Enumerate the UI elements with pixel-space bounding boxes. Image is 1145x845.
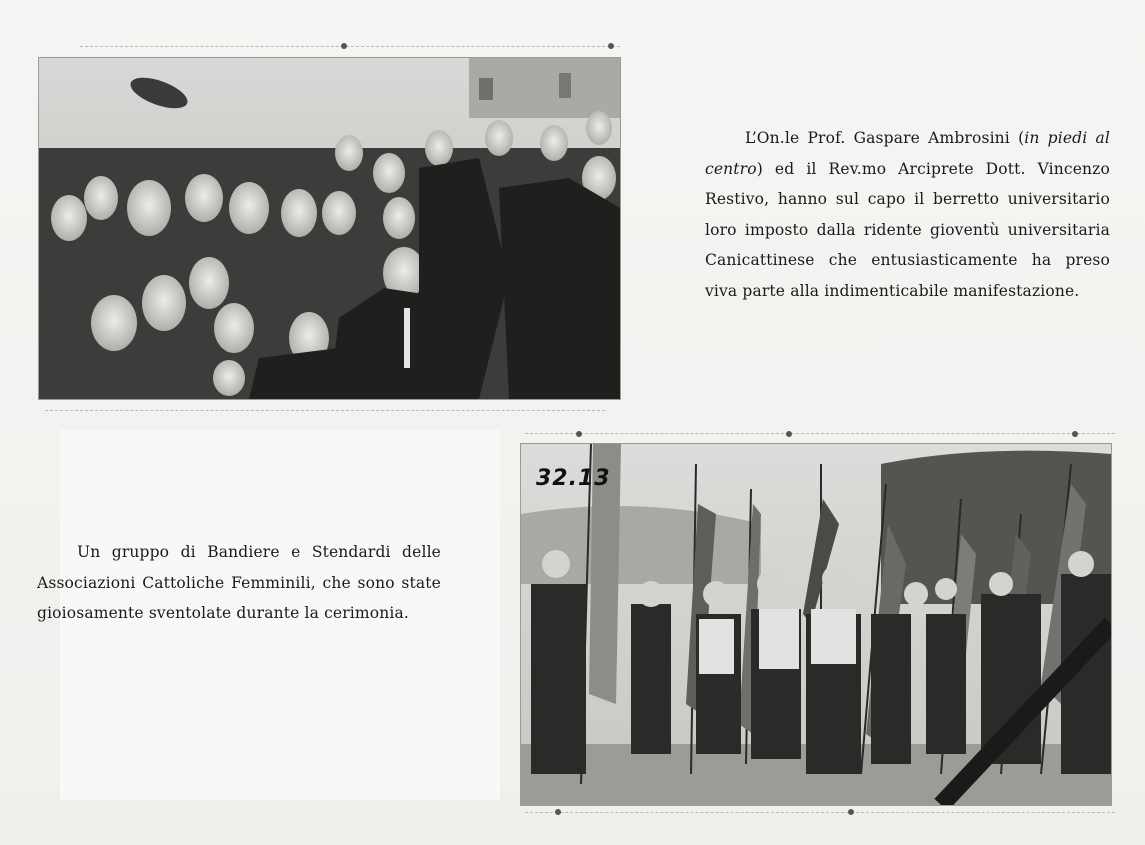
top-rule [80,46,620,47]
crowd-photo [38,57,621,400]
crowd-photo-caption [705,123,1110,306]
pin [576,431,582,437]
flags-photo [520,443,1112,806]
pin [1072,431,1078,437]
bottom-photo-bottom-rule [525,812,1115,813]
flags-photo-caption [37,537,441,629]
flags-caption-text: Un gruppo di Bandiere e Stendardi delle Associazioni Cattoliche Femminili, che sono state gioiosamente sventolate durante la cerimonia. [37,543,441,622]
bottom-photo-top-rule [525,433,1115,434]
pin [608,43,614,49]
pin [848,809,854,815]
pin [341,43,347,49]
pin [555,809,561,815]
handwritten-photo-number: 32.13 [536,466,611,491]
crowd-caption-text: L’On.le Prof. Gaspare Ambrosini (in piedi al centro) ed il Rev.mo Arciprete Dott. Vincenzo Restivo, hanno sul capo il berretto universitario loro imposto dalla ridente gioventù universitaria Canicattinese che entusiasticamente ha preso viva parte alla indimenticabile manifestazione. [705,129,1111,300]
caption-italic-note: in piedi al centro [705,129,1111,178]
middle-rule [45,410,605,411]
pin [786,431,792,437]
